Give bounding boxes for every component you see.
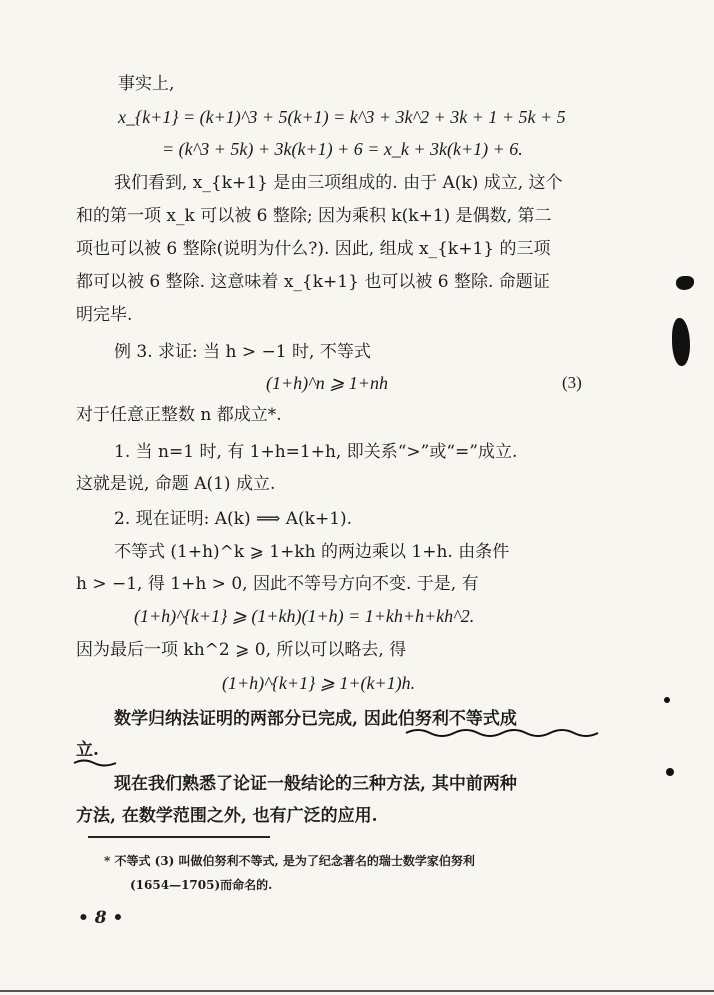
step-1-line-2: 这就是说, 命题 A(1) 成立.	[76, 474, 276, 494]
equation-number: (3)	[562, 373, 582, 392]
paragraph-line-6: 对于任意正整数 n 都成立*.	[76, 405, 282, 425]
page-number: • 8 •	[78, 908, 124, 928]
conclusion-line-2: 立.	[76, 740, 99, 760]
paragraph-line-2: 和的第一项 x_k 可以被 6 整除; 因为乘积 k(k+1) 是偶数, 第二	[76, 206, 552, 226]
footnote-line-2: (1654—1705)而命名的.	[130, 878, 273, 892]
paragraph-line-5: 明完毕.	[76, 305, 133, 325]
closing-line-2: 方法, 在数学范围之外, 也有广泛的应用.	[76, 806, 378, 826]
paragraph-line-1: 我们看到, x_{k+1} 是由三项组成的. 由于 A(k) 成立, 这个	[114, 173, 563, 193]
step-1-line-1: 1. 当 n=1 时, 有 1+h=1+h, 即关系“>”或“=”成立.	[114, 442, 518, 462]
paragraph-line-4: 都可以被 6 整除. 这意味着 x_{k+1} 也可以被 6 整除. 命题证	[76, 272, 550, 292]
step-2-heading: 2. 现在证明: A(k) ⟹ A(k+1).	[114, 509, 353, 529]
step-2-line-2: h > −1, 得 1+h > 0, 因此不等号方向不变. 于是, 有	[76, 574, 479, 594]
equation-line-3: (1+h)^{k+1} ⩾ (1+kh)(1+h) = 1+kh+h+kh^2.	[134, 606, 475, 626]
footnote-separator	[88, 836, 270, 838]
equation-line-1: x_{k+1} = (k+1)^3 + 5(k+1) = k^3 + 3k^2 + 3k + 1 + 5k + 5	[118, 107, 566, 127]
paragraph-line-3: 项也可以被 6 整除(说明为什么?). 因此, 组成 x_{k+1} 的三项	[76, 239, 551, 259]
ink-dot	[666, 768, 674, 776]
example-3-heading: 例 3. 求证: 当 h > −1 时, 不等式	[114, 342, 371, 362]
ink-blot	[672, 318, 690, 366]
conclusion-line-1: 数学归纳法证明的两部分已完成, 因此伯努利不等式成	[114, 709, 517, 729]
scan-edge	[0, 990, 714, 992]
handwritten-underline	[404, 727, 600, 739]
equation-line-2: = (k^3 + 5k) + 3k(k+1) + 6 = x_k + 3k(k+1) + 6.	[162, 139, 523, 159]
footnote-line-1: * 不等式 (3) 叫做伯努利不等式, 是为了纪念著名的瑞士数学家伯努利	[104, 854, 475, 868]
equation-line-4: (1+h)^{k+1} ⩾ 1+(k+1)h.	[222, 673, 416, 693]
ink-dot	[664, 697, 670, 703]
text-line-1: 事实上,	[118, 74, 175, 94]
handwritten-underline-short	[72, 758, 118, 768]
step-2-line-1: 不等式 (1+h)^k ⩾ 1+kh 的两边乘以 1+h. 由条件	[114, 542, 510, 562]
step-2-line-3: 因为最后一项 kh^2 ⩾ 0, 所以可以略去, 得	[76, 640, 407, 660]
closing-line-1: 现在我们熟悉了论证一般结论的三种方法, 其中前两种	[114, 774, 517, 794]
ink-blot	[676, 276, 694, 290]
inequality-3: (1+h)^n ⩾ 1+nh	[266, 373, 388, 393]
